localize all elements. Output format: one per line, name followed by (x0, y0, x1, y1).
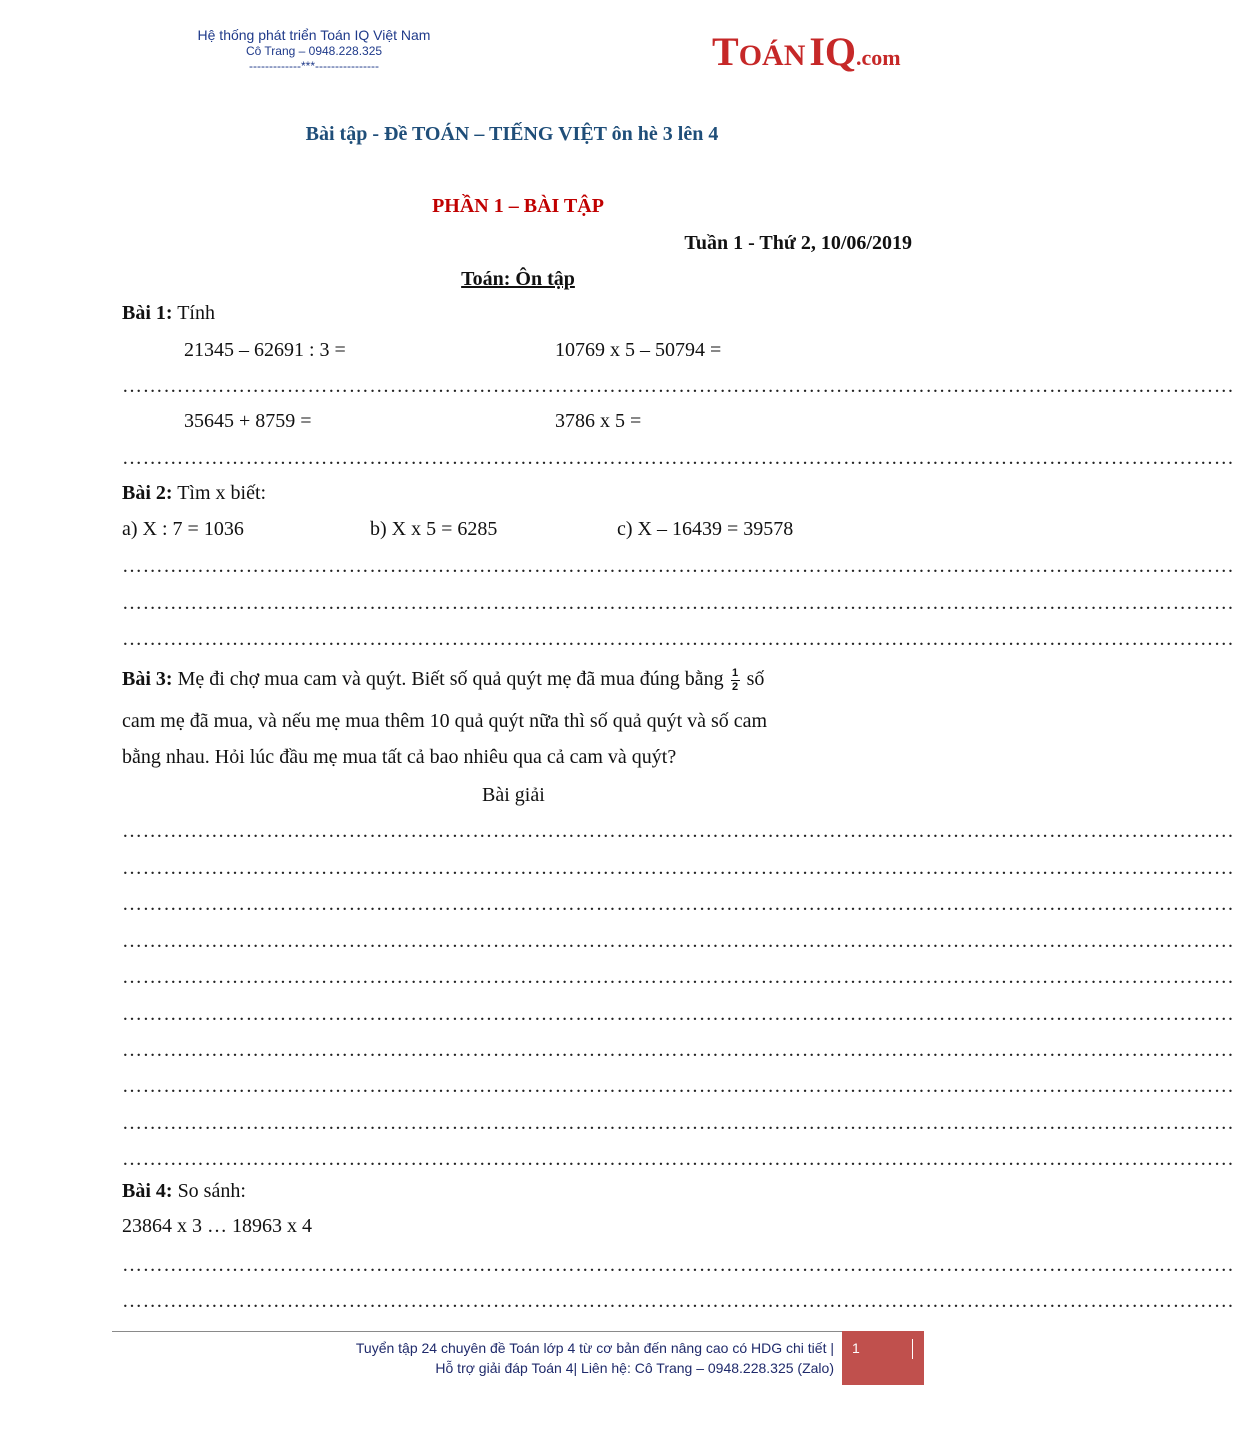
bai3-line-3: bằng nhau. Hỏi lúc đầu mẹ mua tất cả bao nhiêu qua cả cam và quýt? (122, 746, 677, 768)
bai1-expr-4: 3786 x 5 = (555, 410, 642, 432)
answer-line: ……………………………………………………………………………………………………………………………………………… (122, 930, 1234, 952)
header-org: Hệ thống phát triển Toán IQ Việt Nam (197, 27, 431, 43)
answer-line: ……………………………………………………………………………………………………………………………………………… (122, 375, 1234, 397)
footer-divider (112, 1331, 924, 1332)
answer-line: ……………………………………………………………………………………………………………………………………………… (122, 820, 1234, 842)
bai1-expr-1: 21345 – 62691 : 3 = (184, 339, 346, 361)
bai4-expression: 23864 x 3 … 18963 x 4 (122, 1215, 312, 1237)
answer-line: ……………………………………………………………………………………………………………………………………………… (122, 1254, 1234, 1276)
answer-line: ……………………………………………………………………………………………………………………………………………… (122, 1290, 1234, 1312)
document-title: Bài tập - Đề TOÁN – TIẾNG VIỆT ôn hè 3 lên 4 (305, 123, 719, 145)
answer-line: ……………………………………………………………………………………………………………………………………………… (122, 1039, 1234, 1061)
bai2-heading: Bài 2: Tìm x biết: (122, 482, 267, 504)
answer-line: ……………………………………………………………………………………………………………………………………………… (122, 893, 1234, 915)
answer-line: ……………………………………………………………………………………………………………………………………………… (122, 1112, 1234, 1134)
footer-line-1: Tuyển tập 24 chuyên đề Toán lớp 4 từ cơ bản đến nâng cao có HDG chi tiết | (355, 1340, 834, 1356)
solution-heading: Bài giải (482, 784, 545, 806)
answer-line: ……………………………………………………………………………………………………………………………………………… (122, 857, 1234, 879)
header-divider: -------------***---------------- (249, 59, 379, 73)
one-half-fraction: $\frac{1}{2}$ (732, 667, 739, 693)
bai1-expr-3: 35645 + 8759 = (184, 410, 312, 432)
bai3-line-2: cam mẹ đã mua, và nếu mẹ mua thêm 10 quả quýt nữa thì số quả quýt và số cam (122, 710, 768, 732)
answer-line: ……………………………………………………………………………………………………………………………………………… (122, 628, 1234, 650)
page-number: 1 (852, 1340, 860, 1356)
footer-line-2: Hỗ trợ giải đáp Toán 4| Liên hệ: Cô Trang – 0948.228.325 (Zalo) (435, 1360, 834, 1376)
subject-heading: Toán: Ôn tập (461, 268, 575, 290)
week-date: Tuần 1 - Thứ 2, 10/06/2019 (684, 232, 912, 254)
bai3-line-1: Bài 3: Mẹ đi chợ mua cam và quýt. Biết số quả quýt mẹ đã mua đúng bằng $\frac{1}{2}$ số (122, 667, 765, 693)
bai1-heading: Bài 1: Tính (122, 302, 215, 324)
bai2-part-c: c) X – 16439 = 39578 (617, 518, 794, 540)
bai4-heading: Bài 4: So sánh: (122, 1180, 246, 1202)
answer-line: ……………………………………………………………………………………………………………………………………………… (122, 447, 1234, 469)
answer-line: ……………………………………………………………………………………………………………………………………………… (122, 1148, 1234, 1170)
answer-line: ……………………………………………………………………………………………………………………………………………… (122, 1075, 1234, 1097)
bai2-part-a: a) X : 7 = 1036 (122, 518, 244, 540)
bai1-expr-2: 10769 x 5 – 50794 = (555, 339, 722, 361)
bai2-part-b: b) X x 5 = 6285 (370, 518, 498, 540)
toaniq-logo: TOÁN IQ.com (712, 29, 901, 74)
header-contact: Cô Trang – 0948.228.325 (245, 44, 383, 58)
part-title: PHẦN 1 – BÀI TẬP (432, 195, 604, 217)
answer-line: ……………………………………………………………………………………………………………………………………………… (122, 966, 1234, 988)
answer-line: ……………………………………………………………………………………………………………………………………………… (122, 1003, 1234, 1025)
answer-line: ……………………………………………………………………………………………………………………………………………… (122, 555, 1234, 577)
answer-line: ……………………………………………………………………………………………………………………………………………… (122, 592, 1234, 614)
